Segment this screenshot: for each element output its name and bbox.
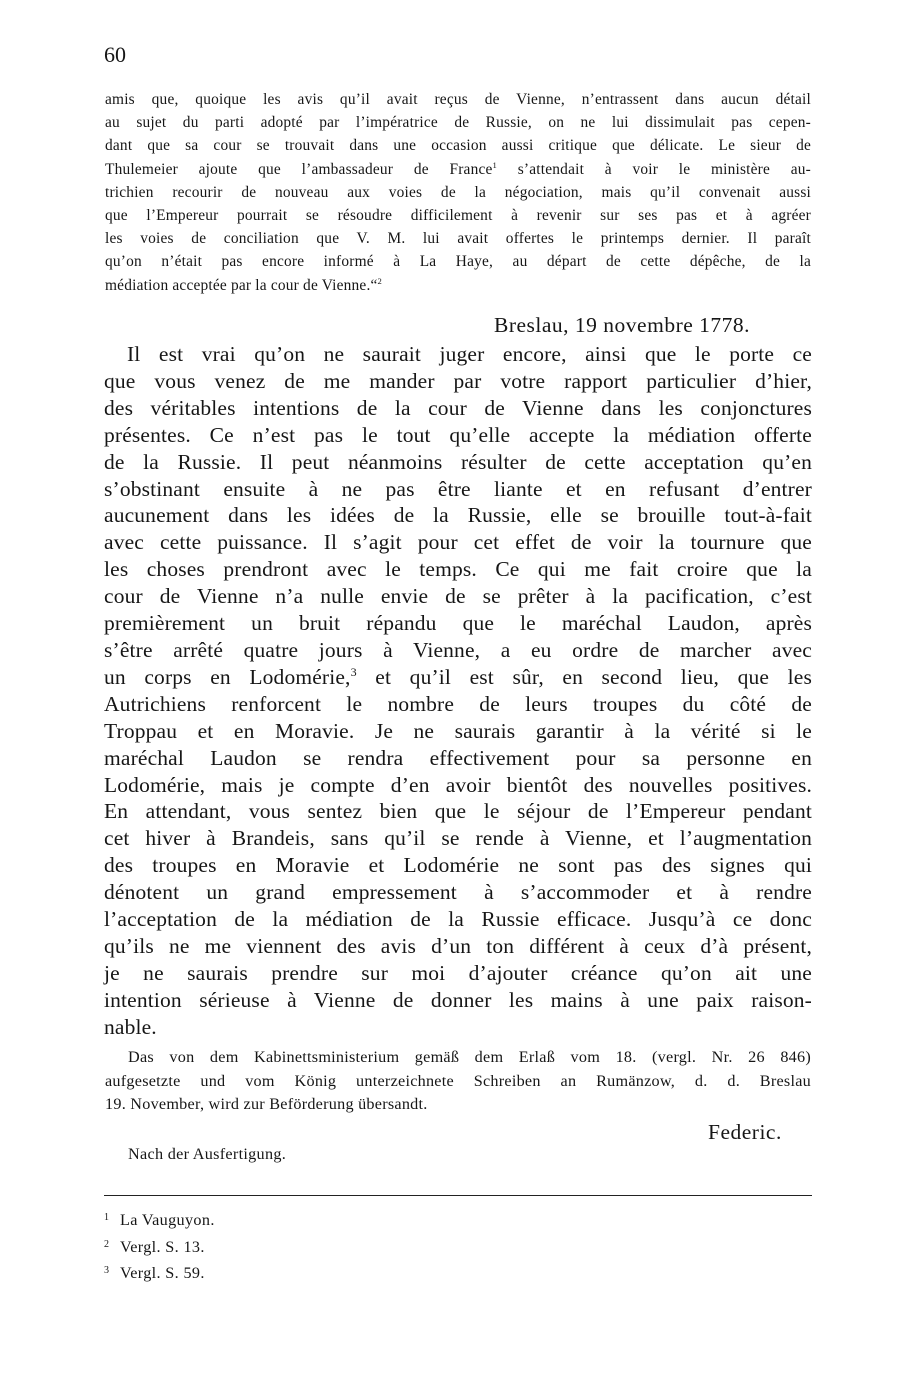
quote-line: amis que, quoique les avis qu’il avait reçus de Vienne, n’entrassent dans aucun détail — [105, 91, 811, 108]
quote-line: qu’on n’était pas encore informé à La Haye, au départ de cette dépêche, de la — [105, 253, 811, 271]
page-number: 60 — [104, 42, 126, 67]
quote-line: trichien recourir de nouveau aux voies de la négociation, mais qu’il convenait aussi — [105, 183, 811, 201]
quote-line: dant que sa cour se trouvait dans une occasion aussi critique que délicate. Le sieur de — [105, 137, 811, 155]
letter-line: premièrement un bruit répandu que le maréchal Laudon, après — [104, 611, 812, 636]
footnote-text: Vergl. S. 59. — [120, 1264, 205, 1282]
letter-line: de la Russie. Il peut néanmoins résulter de cette acceptation qu’en — [104, 449, 812, 474]
letter-line: Il est vrai qu’on ne saurait juger encore, ainsi que le porte ce — [127, 342, 812, 366]
letter-line: maréchal Laudon se rendra effectivement pour sa personne en — [104, 745, 812, 770]
quote-line — [105, 274, 811, 297]
letter-line: Troppau et en Moravie. Je ne saurais garantir à la vérité si le — [104, 718, 812, 743]
letter-line: je ne saurais prendre sur moi d’ajouter créance qu’on ait une — [104, 960, 812, 985]
footnote-reference: 1 — [492, 159, 498, 170]
note-line: Das von dem Kabinettsministerium gemäß dem Erlaß vom 18. (vergl. Nr. 26 846) — [128, 1048, 811, 1066]
quote-line: au sujet du parti adopté par l’impératrice de Russie, on ne lui dissimulait pas cepen- — [105, 114, 811, 132]
footnote-reference: 3 — [350, 664, 357, 679]
footnote-text: La Vauguyon. — [120, 1211, 215, 1229]
quote-line: que l’Empereur pourrait se résoudre difficilement à revenir sur ses pas et à agréer — [105, 207, 811, 225]
letter-line: qu’ils ne me viennent des avis d’un ton différent à ceux d’à présent, — [104, 933, 812, 958]
letter-line: s’obstinant ensuite à ne pas être liante et en refusant d’entrer — [104, 476, 812, 501]
letter-line: intention sérieuse à Vienne de donner les mains à une paix raison- — [104, 987, 812, 1012]
letter-dateline: Breslau, 19 novembre 1778. — [494, 313, 751, 337]
quote-line: les voies de conciliation que V. M. lui avait offertes le printemps dernier. Il paraît — [105, 230, 811, 248]
letter-line: cour de Vienne n’a nulle envie de se prêter à la pacification, c’est — [104, 584, 812, 609]
letter-line: avec cette puissance. Il s’agit pour cet effet de voir la tournure que — [104, 530, 812, 555]
letter-line: les choses prendront avec le temps. Ce qui me fait croire que la — [104, 557, 812, 582]
source-note: Nach der Ausfertigung. — [128, 1145, 287, 1163]
note-line: aufgesetzte und vom König unterzeichnete Schreiben an Rumänzow, d. d. Breslau — [105, 1071, 811, 1090]
letter-line: En attendant, vous sentez bien que le séjour de l’Empereur pendant — [104, 799, 812, 824]
footnote-divider — [104, 1195, 812, 1196]
letter-line-text: et qu’il est sûr, en second lieu, que les — [356, 664, 812, 689]
letter-line: s’être arrêté quatre jours à Vienne, a eu ordre de marcher avec — [104, 637, 812, 662]
signature: Federic. — [708, 1120, 782, 1144]
footnote-mark: 2 — [104, 1238, 110, 1250]
quote-line-text: médiation acceptée par la cour de Vienne.“ — [105, 276, 378, 294]
letter-line — [104, 664, 812, 691]
letter-line-text: un corps en Lodomérie, — [104, 664, 351, 689]
note-line: 19. November, wird zur Beförderung übersandt. — [105, 1095, 428, 1113]
footnote-item — [104, 1233, 215, 1260]
footnote-reference: 2 — [377, 275, 383, 286]
letter-line: Autrichiens renforcent le nombre de leurs troupes du côté de — [104, 691, 812, 716]
letter-line: aucunement dans les idées de la Russie, elle se brouille tout-à-fait — [104, 503, 812, 528]
editorial-note — [105, 1046, 811, 1117]
footnote-item — [104, 1259, 215, 1286]
quote-line-text: Thulemeier ajoute que l’ambassadeur de France — [105, 160, 493, 178]
letter-line: l’acceptation de la médiation de la Russie efficace. Jusqu’à ce donc — [104, 907, 812, 932]
footnote-mark: 3 — [104, 1265, 110, 1276]
letter-line: cet hiver à Brandeis, sans qu’il se rende à Vienne, et l’augmentation — [104, 826, 812, 851]
letter-body — [104, 341, 812, 1041]
letter-line: présentes. Ce n’est pas le tout qu’elle accepte la médiation offerte — [104, 422, 812, 447]
footnote-item — [104, 1206, 215, 1233]
footnote-text: Vergl. S. 13. — [120, 1237, 205, 1256]
quote-line — [105, 158, 811, 181]
letter-line: nable. — [104, 1014, 157, 1039]
letter-line: des véritables intentions de la cour de Vienne dans les conjonctures — [104, 395, 812, 420]
letter-line: dénotent un grand empressement à s’accommoder et à rendre — [104, 880, 812, 905]
footnotes — [104, 1206, 215, 1286]
quote-line-text: s’attendait à voir le ministère au- — [497, 160, 811, 178]
quoted-report-paragraph — [105, 88, 811, 297]
letter-line: des troupes en Moravie et Lodomérie ne sont pas des signes qui — [104, 853, 812, 878]
letter-line: que vous venez de me mander par votre rapport particulier d’hier, — [104, 368, 812, 393]
footnote-mark: 1 — [104, 1212, 110, 1223]
letter-line: Lodomérie, mais je compte d’en avoir bientôt des nouvelles positives. — [104, 772, 812, 797]
